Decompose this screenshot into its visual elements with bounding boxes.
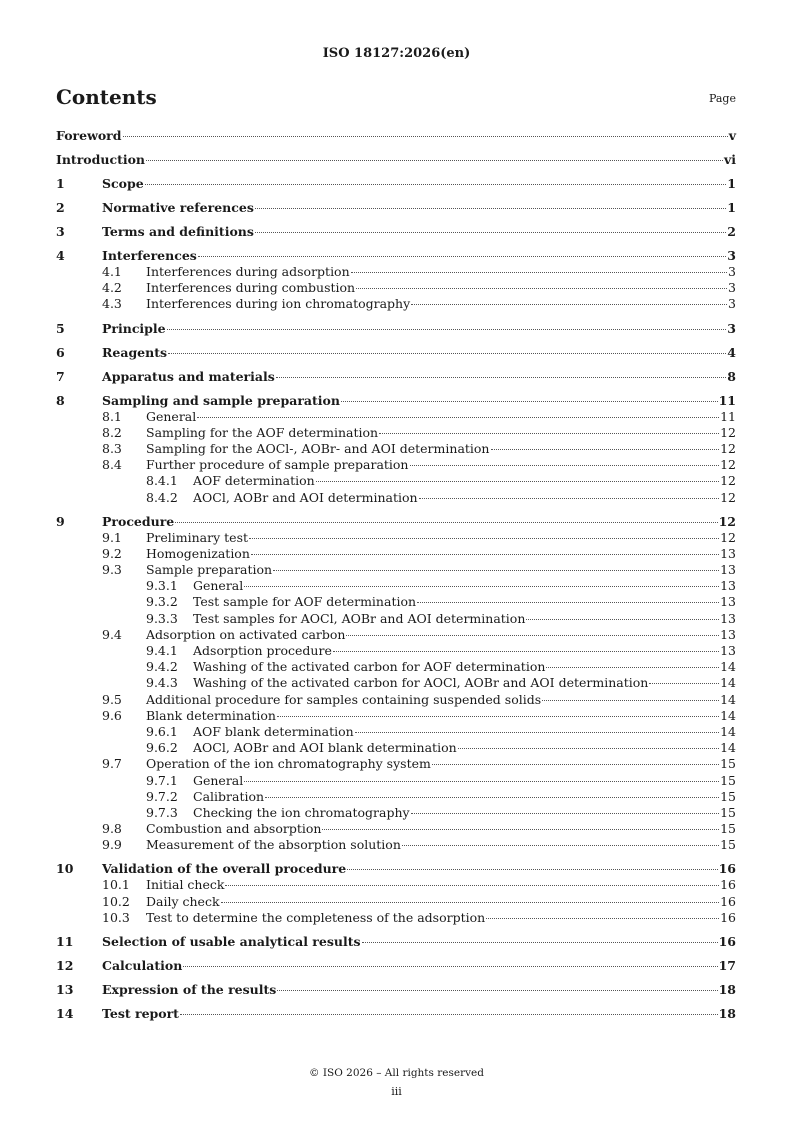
toc-entry-label: AOCl, AOBr and AOI determination <box>193 489 418 505</box>
toc-subentry[interactable] <box>56 409 736 425</box>
toc-entry[interactable] <box>56 128 736 144</box>
toc-entry-number: 9.7 <box>102 756 122 772</box>
toc-entry-number: 7 <box>56 368 65 384</box>
toc-entry-page: 3 <box>727 248 736 263</box>
dot-leader <box>273 570 719 571</box>
toc-entry-number: 8.4.1 <box>146 473 178 489</box>
toc-subentry[interactable] <box>56 530 736 546</box>
toc-entry-page: 14 <box>720 659 736 675</box>
dot-leader <box>417 602 719 603</box>
toc-subentry[interactable] <box>56 756 736 772</box>
toc-entry-label: Washing of the activated carbon for AOCl, AOBr and AOI determination <box>193 675 649 691</box>
toc-entry-label: Adsorption procedure <box>193 643 332 658</box>
toc-entry-page: 14 <box>720 675 736 691</box>
toc-subentry[interactable] <box>56 659 736 675</box>
toc-entry-page: 16 <box>718 934 736 949</box>
dot-leader <box>411 304 727 305</box>
toc-entry-number: 10.3 <box>102 909 130 925</box>
toc-entry-label: Sampling for the AOF determination <box>146 424 379 440</box>
toc-entry-number: 9 <box>56 513 65 529</box>
toc-subentry[interactable] <box>56 643 736 659</box>
toc-subentry[interactable] <box>56 611 736 627</box>
toc-entry-label: Calibration <box>193 788 265 804</box>
toc-entry-label: Test report <box>102 1006 179 1021</box>
toc-subentry[interactable] <box>56 894 736 910</box>
dot-leader <box>167 329 727 330</box>
toc-entry-number: 8.2 <box>102 424 122 440</box>
toc-entry-label: AOF blank determination <box>193 723 354 739</box>
toc-entry-number: 9.8 <box>102 821 122 837</box>
dot-leader <box>180 1014 718 1015</box>
dot-leader <box>542 700 719 701</box>
toc-subentry[interactable] <box>56 692 736 708</box>
toc-subentry[interactable] <box>56 457 736 473</box>
toc-entry-page: 14 <box>720 691 736 707</box>
toc-subentry[interactable] <box>56 773 736 789</box>
toc-entry-number: 2 <box>56 200 65 215</box>
toc-entry-page: v <box>728 128 736 143</box>
toc-subentry[interactable] <box>56 675 736 691</box>
toc-subentry[interactable] <box>56 441 736 457</box>
toc-entry-label: Washing of the activated carbon for AOF determination <box>193 659 546 675</box>
toc-entry[interactable] <box>56 200 736 216</box>
toc-entry-label: General <box>193 578 244 594</box>
dot-leader <box>379 433 719 434</box>
toc-entry-page: 13 <box>720 610 736 626</box>
toc-entry[interactable] <box>56 1006 736 1022</box>
toc-entry-number: 9.6.2 <box>146 740 178 756</box>
toc-entry-number: 9.2 <box>102 545 122 561</box>
toc-entry-page: 13 <box>720 643 736 658</box>
toc-entry-number: 9.4.2 <box>146 659 178 675</box>
toc-entry-page: 16 <box>720 893 736 909</box>
toc-entry[interactable] <box>56 152 736 168</box>
toc-entry-page: 3 <box>728 280 736 296</box>
toc-entry-label: Blank determination <box>146 707 276 723</box>
dot-leader <box>265 797 719 798</box>
dot-leader <box>322 829 719 830</box>
toc-entry-label: Sampling for the AOCl-, AOBr- and AOI determination <box>146 440 490 456</box>
dot-leader <box>225 885 719 886</box>
toc-entry-page: 15 <box>720 821 736 837</box>
toc-entry-number: 1 <box>56 176 65 191</box>
toc-entry[interactable] <box>56 224 736 240</box>
dot-leader <box>276 377 727 378</box>
toc-entry-page: 15 <box>720 756 736 772</box>
toc-entry-page: 3 <box>727 320 736 336</box>
toc-entry[interactable] <box>56 369 736 385</box>
toc-entry-number: 9.3.2 <box>146 594 178 610</box>
dot-leader <box>458 748 719 749</box>
toc-entry-number: 9.3.1 <box>146 578 178 594</box>
toc-entry[interactable] <box>56 321 736 337</box>
dot-leader <box>244 781 719 782</box>
toc-entry-page: 18 <box>718 982 736 997</box>
toc-entry-number: 8.4.2 <box>146 489 178 505</box>
toc-entry-number: 9.9 <box>102 837 122 853</box>
page-column-label: Page <box>708 92 736 105</box>
toc-subentry[interactable] <box>56 877 736 893</box>
toc-entry-label: Operation of the ion chromatography system <box>146 756 431 772</box>
toc-entry-label: Test sample for AOF determination <box>193 594 417 610</box>
toc-entry-page: 12 <box>720 457 736 473</box>
toc-entry-number: 10.2 <box>102 893 130 909</box>
toc-entry-page: 4 <box>727 344 736 360</box>
toc-entry-label: General <box>146 408 197 424</box>
toc-entry-page: 11 <box>718 392 736 408</box>
toc-entry-page: 1 <box>727 176 736 191</box>
toc-entry-label: Combustion and absorption <box>146 821 322 837</box>
toc-entry-page: 3 <box>728 264 736 279</box>
toc-entry[interactable] <box>56 982 736 998</box>
toc-subentry[interactable] <box>56 724 736 740</box>
toc-subentry[interactable] <box>56 627 736 643</box>
toc-entry[interactable] <box>56 176 736 192</box>
toc-entry-number: 9.1 <box>102 529 122 545</box>
toc-entry-label: Validation of the overall procedure <box>102 861 347 877</box>
toc-subentry[interactable] <box>56 708 736 724</box>
toc-entry[interactable] <box>56 248 736 264</box>
dot-leader <box>145 184 727 185</box>
toc-entry-number: 6 <box>56 344 65 360</box>
toc-entry-label: Checking the ion chromatography <box>193 804 410 820</box>
dot-leader <box>432 764 719 765</box>
toc-subentry[interactable] <box>56 490 736 506</box>
toc-subentry[interactable] <box>56 789 736 805</box>
toc-entry-page: 14 <box>720 740 736 756</box>
toc-entry-number: 9.3 <box>102 562 122 578</box>
toc-entry-label: Interferences during ion chromatography <box>146 296 411 312</box>
toc-entry-label: Preliminary test <box>146 529 249 545</box>
toc-entry-page: 3 <box>728 296 736 312</box>
toc-entry-number: 10.1 <box>102 877 130 893</box>
toc-entry[interactable] <box>56 958 736 974</box>
dot-leader <box>175 522 717 523</box>
toc-entry-label: Sample preparation <box>146 562 273 578</box>
dot-leader <box>649 683 719 684</box>
toc-entry-number: 9.4.1 <box>146 643 178 658</box>
toc-entry-number: 9.5 <box>102 691 122 707</box>
dot-leader <box>333 651 719 652</box>
toc-entry-page: 13 <box>720 562 736 578</box>
toc-entry-page: 8 <box>727 368 736 384</box>
dot-leader <box>419 498 719 499</box>
toc-entry-number: 4 <box>56 248 65 263</box>
toc-entry-page: 15 <box>720 804 736 820</box>
toc-entry-page: 12 <box>718 513 736 529</box>
toc-entry-page: 17 <box>718 958 736 973</box>
page-title: Contents <box>56 85 157 109</box>
toc-entry-number: 3 <box>56 224 65 239</box>
toc-entry-label: Foreword <box>56 128 122 143</box>
toc-entry-page: 12 <box>720 473 736 489</box>
dot-leader <box>244 586 719 587</box>
toc-entry-label: Scope <box>102 176 144 191</box>
toc-entry-number: 9.6.1 <box>146 723 178 739</box>
toc-entry-label: Calculation <box>102 958 183 973</box>
toc-entry-page: 13 <box>720 545 736 561</box>
toc-entry-page: 1 <box>727 200 736 215</box>
toc-entry-label: Normative references <box>102 200 254 215</box>
toc-entry-number: 9.4.3 <box>146 675 178 691</box>
toc-entry-label: Apparatus and materials <box>102 368 275 384</box>
dot-leader <box>346 635 719 636</box>
toc-entry-page: 16 <box>720 877 736 893</box>
toc-entry-label: Interferences during combustion <box>146 280 356 296</box>
toc-entry-page: vi <box>723 152 736 167</box>
dot-leader <box>249 538 719 539</box>
toc-entry-label: Expression of the results <box>102 982 277 997</box>
toc-entry-label: Additional procedure for samples containing suspended solids <box>146 691 542 707</box>
dot-leader <box>123 136 728 137</box>
toc-entry[interactable] <box>56 934 736 950</box>
dot-leader <box>316 481 719 482</box>
toc-entry-label: Sampling and sample preparation <box>102 392 340 408</box>
toc-entry-number: 8.1 <box>102 408 122 424</box>
toc-subentry[interactable] <box>56 594 736 610</box>
toc-entry[interactable] <box>56 514 736 530</box>
toc-entry-label: Adsorption on activated carbon <box>146 626 346 642</box>
toc-entry-label: Principle <box>102 320 166 336</box>
toc-entry-page: 11 <box>720 408 736 424</box>
toc-entry-page: 13 <box>720 578 736 594</box>
toc-entry-number: 9.7.2 <box>146 788 178 804</box>
dot-leader <box>255 232 726 233</box>
toc-entry-number: 10 <box>56 861 74 877</box>
toc-subentry[interactable] <box>56 578 736 594</box>
toc-subentry[interactable] <box>56 562 736 578</box>
dot-leader <box>411 813 720 814</box>
toc-entry-label: Daily check <box>146 893 220 909</box>
toc-entry-page: 12 <box>720 489 736 505</box>
toc-subentry[interactable] <box>56 296 736 312</box>
dot-leader <box>410 465 720 466</box>
toc-entry-label: Selection of usable analytical results <box>102 934 361 949</box>
toc-entry-number: 11 <box>56 934 74 949</box>
toc-entry-number: 12 <box>56 958 74 973</box>
toc-entry-label: Homogenization <box>146 545 250 561</box>
dot-leader <box>362 942 718 943</box>
dot-leader <box>546 667 719 668</box>
dot-leader <box>356 288 727 289</box>
toc-entry-label: Interferences <box>102 248 197 263</box>
toc-entry-label: Measurement of the absorption solution <box>146 837 401 853</box>
toc-subentry[interactable] <box>56 805 736 821</box>
toc-subentry[interactable] <box>56 280 736 296</box>
dot-leader <box>146 160 723 161</box>
toc-subentry[interactable] <box>56 473 736 489</box>
toc-entry-page: 2 <box>727 224 736 239</box>
toc-entry-page: 12 <box>720 424 736 440</box>
toc-entry-page: 18 <box>718 1006 736 1021</box>
toc-entry-page: 12 <box>720 440 736 456</box>
dot-leader <box>197 417 719 418</box>
dot-leader <box>198 256 726 257</box>
toc-entry-number: 13 <box>56 982 74 997</box>
toc-subentry[interactable] <box>56 837 736 853</box>
toc-entry-number: 9.4 <box>102 626 122 642</box>
toc-entry-label: AOCl, AOBr and AOI blank determination <box>193 740 457 756</box>
toc-entry-number: 14 <box>56 1006 74 1021</box>
toc-entry-page: 15 <box>720 772 736 788</box>
toc-entry-number: 9.3.3 <box>146 610 178 626</box>
page-number: iii <box>391 1085 402 1098</box>
dot-leader <box>402 845 719 846</box>
toc-subentry[interactable] <box>56 264 736 280</box>
toc-entry-label: General <box>193 772 244 788</box>
dot-leader <box>355 732 719 733</box>
dot-leader <box>277 716 719 717</box>
toc-entry-label: Reagents <box>102 344 168 360</box>
toc-subentry[interactable] <box>56 425 736 441</box>
toc-entry-number: 9.7.1 <box>146 772 178 788</box>
toc-entry-page: 13 <box>720 594 736 610</box>
toc-entry-page: 16 <box>718 861 736 877</box>
toc-entry[interactable] <box>56 861 736 877</box>
copyright-notice: © ISO 2026 – All rights reserved <box>309 1067 484 1079</box>
toc-entry-number: 4.3 <box>102 296 122 312</box>
toc-subentry[interactable] <box>56 821 736 837</box>
dot-leader <box>221 902 720 903</box>
dot-leader <box>277 990 717 991</box>
toc-entry-number: 9.7.3 <box>146 804 178 820</box>
toc-entry-number: 8.4 <box>102 457 122 473</box>
toc-entry[interactable] <box>56 393 736 409</box>
dot-leader <box>351 272 727 273</box>
toc-entry-number: 8.3 <box>102 440 122 456</box>
toc-entry-label: AOF determination <box>193 473 315 489</box>
toc-entry-number: 4.1 <box>102 264 122 279</box>
toc-entry-page: 16 <box>720 909 736 925</box>
toc-entry-label: Test samples for AOCl, AOBr and AOI determination <box>193 610 526 626</box>
toc-entry-label: Initial check <box>146 877 225 893</box>
dot-leader <box>251 554 719 555</box>
toc-subentry[interactable] <box>56 910 736 926</box>
toc-entry-page: 14 <box>720 707 736 723</box>
document-header: ISO 18127:2026(en) <box>322 46 471 61</box>
toc-entry-number: 4.2 <box>102 280 122 296</box>
toc-entry-number: 8 <box>56 392 65 408</box>
toc-entry-label: Introduction <box>56 152 146 167</box>
dot-leader <box>183 966 717 967</box>
dot-leader <box>347 869 717 870</box>
toc-entry-page: 13 <box>720 626 736 642</box>
dot-leader <box>486 918 719 919</box>
toc-entry-page: 15 <box>720 788 736 804</box>
table-of-contents <box>56 128 736 1022</box>
toc-entry-label: Interferences during adsorption <box>146 264 350 279</box>
toc-entry-page: 14 <box>720 723 736 739</box>
dot-leader <box>491 449 720 450</box>
toc-subentry[interactable] <box>56 740 736 756</box>
dot-leader <box>168 353 726 354</box>
toc-entry-label: Terms and definitions <box>102 224 254 239</box>
toc-entry-label: Test to determine the completeness of the adsorption <box>146 909 486 925</box>
toc-entry-page: 12 <box>720 529 736 545</box>
toc-entry-label: Procedure <box>102 513 175 529</box>
toc-entry-number: 9.6 <box>102 707 122 723</box>
dot-leader <box>341 401 718 402</box>
dot-leader <box>526 619 719 620</box>
dot-leader <box>255 208 726 209</box>
toc-subentry[interactable] <box>56 546 736 562</box>
toc-entry[interactable] <box>56 345 736 361</box>
toc-entry-label: Further procedure of sample preparation <box>146 457 409 473</box>
toc-entry-page: 15 <box>720 837 736 853</box>
toc-entry-number: 5 <box>56 320 65 336</box>
